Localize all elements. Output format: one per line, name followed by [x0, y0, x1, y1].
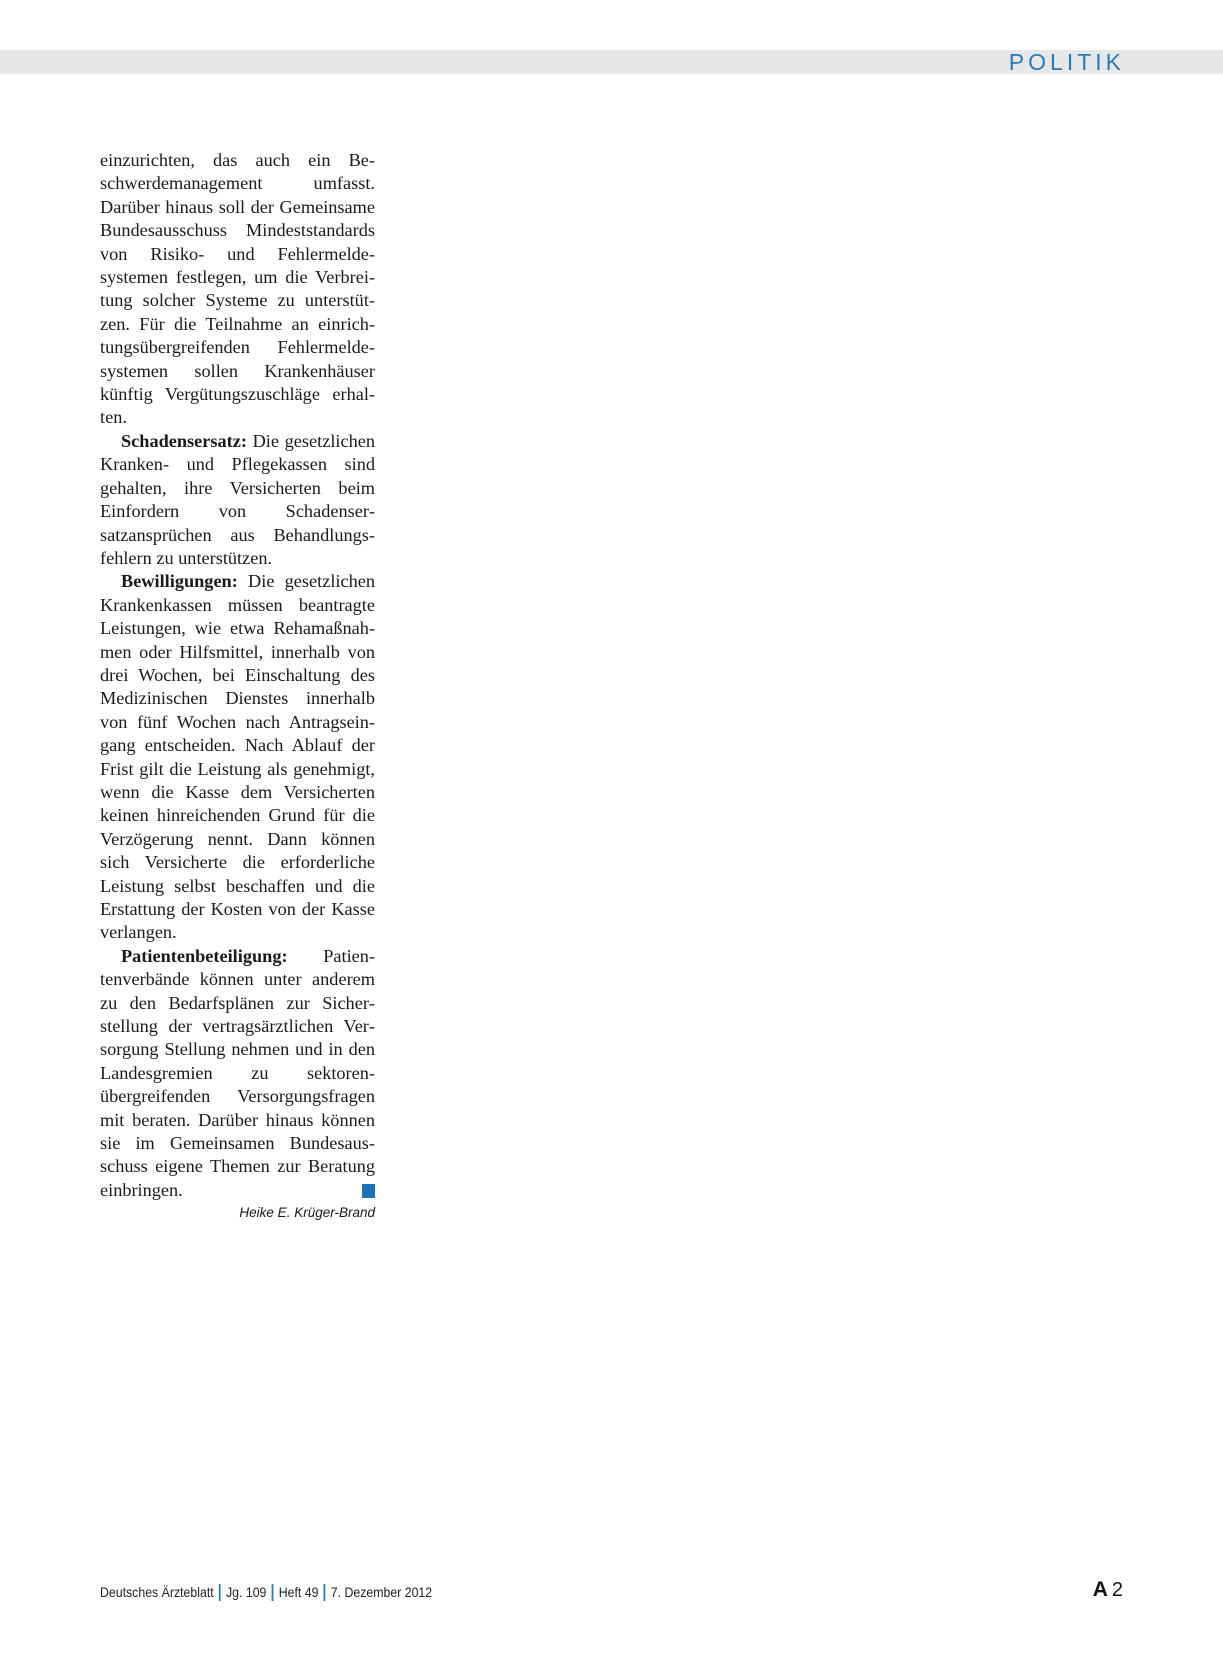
paragraph-body: Patientenverbände können unter anderem zu den Bedarfsplänen zur Sicherstellung der vertragsärztlichen Versorgung Stellung nehmen und in den Landesgremien zu sektorenübergreifenden Versorgungsfragen mit beraten. Darüber hinaus können sie im Gemeinsamen Bundesausschuss eigene Themen zur Beratung einbringen. — [100, 945, 375, 1200]
author-byline: Heike E. Krüger-Brand — [239, 1205, 375, 1221]
paragraph-heading: Bewilligungen: — [121, 571, 238, 592]
page-number-value: 2 — [1111, 1578, 1123, 1601]
page-footer — [100, 1580, 432, 1604]
article-end-square-icon — [362, 1184, 375, 1198]
paragraph-heading: Schadensersatz: — [121, 430, 247, 451]
paragraph-body: Die gesetzlichen Krankenkassen müssen beantragte Leistungen, wie etwa Rehamaßnahmen oder Hilfsmittel, innerhalb von drei Wochen, bei Einschaltung des Medizinischen Dienstes innerhalb von fünf Wochen nach Antragseingang entscheiden. Nach Ablauf der Frist gilt die Leistung als genehmigt, wenn die Kasse dem Versicherten keinen hinreichenden Grund für die Verzögerung nennt. Dann können sich Versicherte die erforderliche Leistung selbst beschaffen und die Erstattung der Kosten von der Kasse verlangen. — [100, 571, 375, 943]
journal-volume: Jg. 109 — [225, 1584, 267, 1600]
article-column — [100, 149, 375, 1224]
section-label: POLITIK — [1008, 49, 1125, 75]
footer-separator — [324, 1584, 326, 1601]
paragraph-patientenbeteiligung — [100, 945, 375, 1202]
paragraph-bewilligungen — [100, 570, 375, 945]
issue-date: 7. Dezember 2012 — [330, 1584, 433, 1600]
footer-separator — [272, 1584, 274, 1601]
paragraph-schadensersatz — [100, 430, 375, 570]
paragraph-heading: Patientenbeteiligung: — [121, 945, 288, 966]
paragraph-intro: einzurichten, das auch ein Beschwerdemanagement umfasst. Darüber hinaus soll der Gemeinsame Bundesausschuss Mindeststandards von Risiko- und Fehlermeldesystemen festlegen, um die Verbreitung solcher Systeme zu unterstützen. Für die Teilnahme an einrichtungsübergreifenden Fehlermeldesystemen sollen Krankenhäuser künftig Vergütungszuschläge erhalten. — [100, 150, 375, 428]
journal-issue: Heft 49 — [278, 1584, 319, 1600]
paragraph-body: Die gesetzlichen Kranken- und Pflegekassen sind gehalten, ihre Versicherten beim Einfordern von Schadensersatzansprüchen aus Behandlungsfehlern zu unterstützen. — [100, 430, 375, 568]
page-number — [1093, 1575, 1123, 1605]
footer-separator — [219, 1584, 221, 1601]
page-edition-letter: A — [1092, 1578, 1108, 1601]
journal-name: Deutsches Ärzteblatt — [100, 1584, 214, 1600]
